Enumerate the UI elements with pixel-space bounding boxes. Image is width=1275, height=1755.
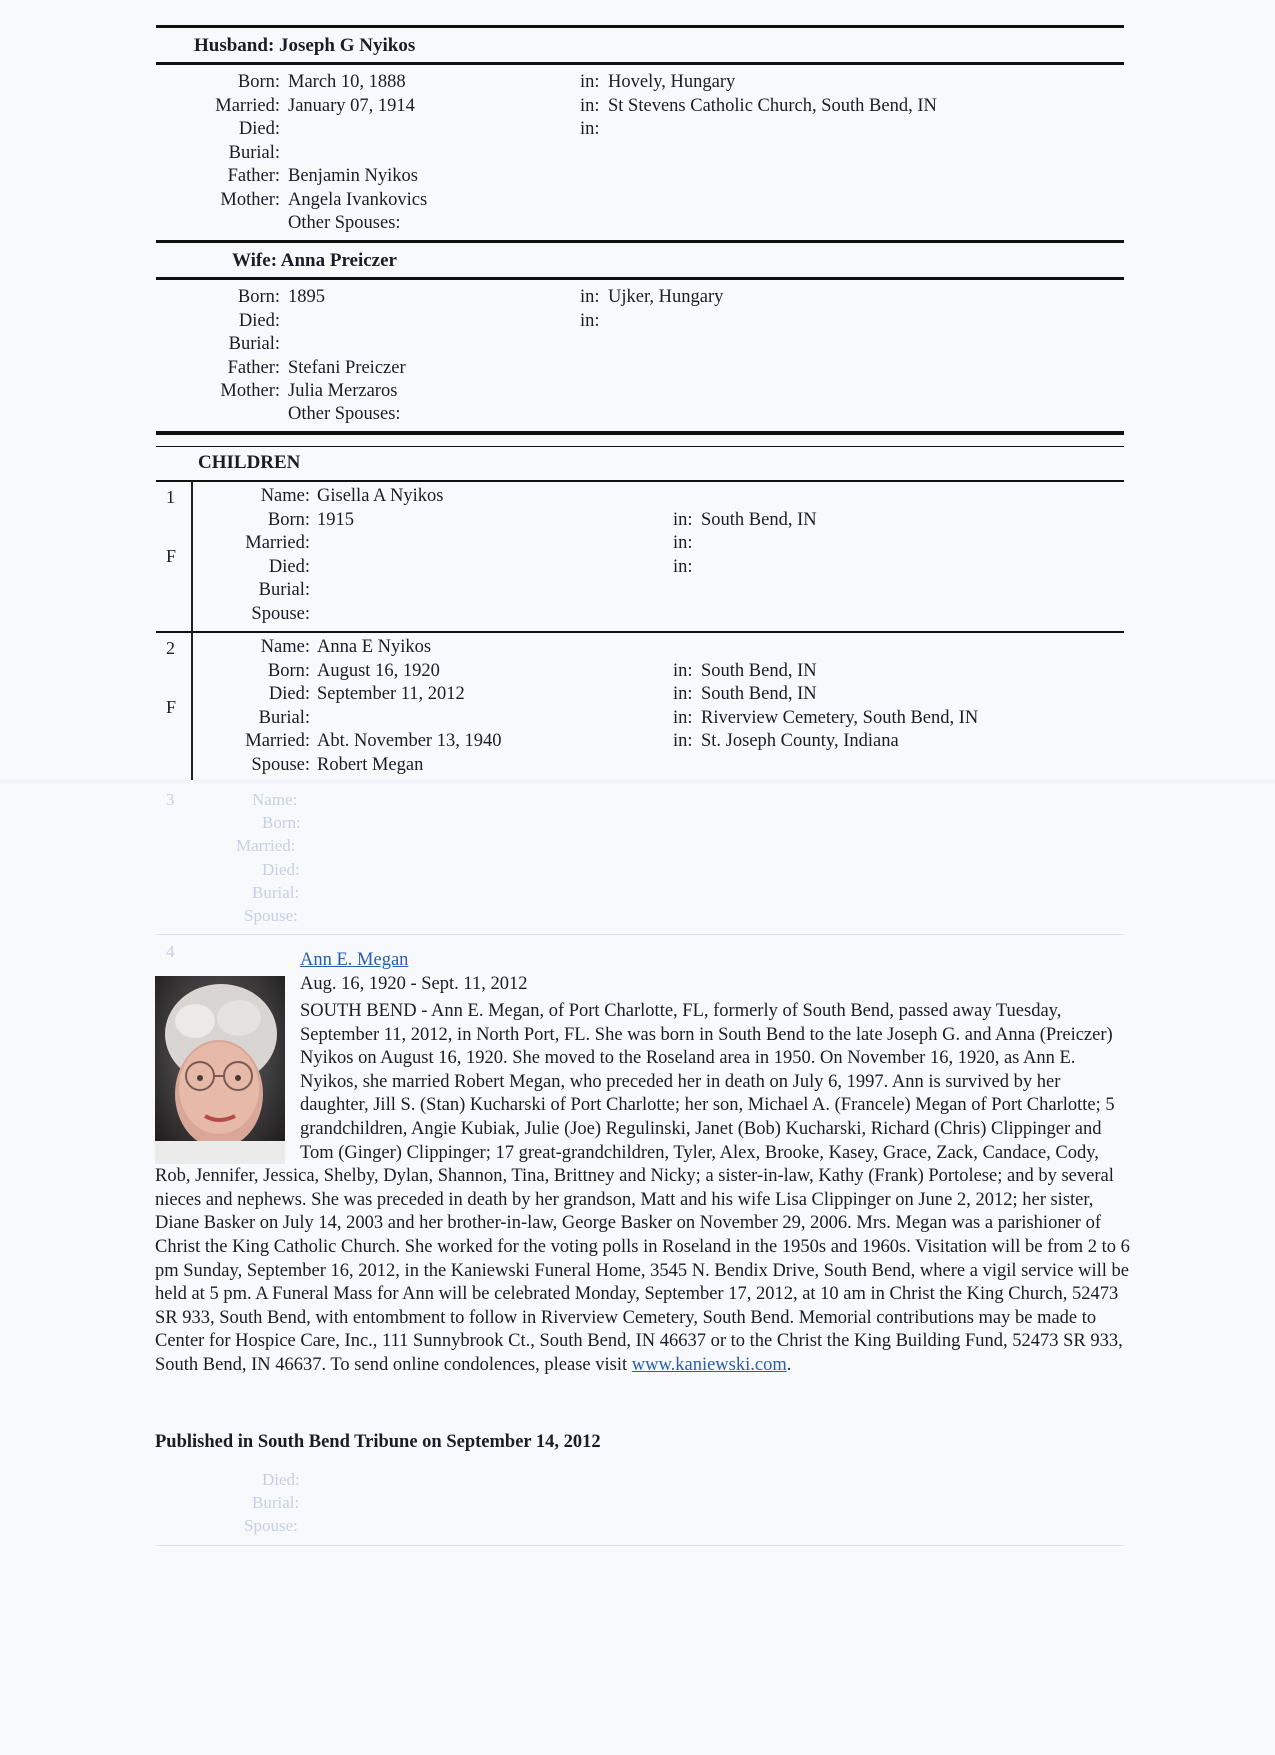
ghost-label: Name: <box>252 790 298 809</box>
child-1-sex: F <box>166 546 177 566</box>
field-label: Name: <box>260 486 310 506</box>
field-in-label: in: <box>580 119 600 139</box>
field-in-label: in: <box>580 72 600 92</box>
field-label: Name: <box>260 637 310 657</box>
field-value: January 07, 1914 <box>288 95 415 116</box>
field-label: Died: <box>238 119 280 139</box>
obituary-title-link[interactable]: Ann E. Megan <box>300 950 409 970</box>
wife-other-spouses-label: Other Spouses: <box>288 404 401 424</box>
field-label: Burial: <box>258 580 310 600</box>
ghost-child-4-number: 4 <box>166 942 175 961</box>
field-in-label: in: <box>673 533 693 553</box>
field-in-label: in: <box>673 684 693 704</box>
field-in-label: in: <box>673 509 693 530</box>
field-label: Born: <box>267 660 310 681</box>
field-value: August 16, 1920 <box>317 660 440 681</box>
ghost-label: Burial: <box>252 1493 300 1512</box>
paper-seam <box>0 780 1275 786</box>
field-place: Riverview Cemetery, South Bend, IN <box>701 707 979 728</box>
field-place: Ujker, Hungary <box>608 287 724 307</box>
wife-heading-label: Wife: <box>232 250 278 271</box>
field-in-label: in: <box>580 95 600 116</box>
field-value: September 11, 2012 <box>317 684 465 704</box>
field-value: Anna E Nyikos <box>317 637 432 657</box>
field-label: Born: <box>267 509 310 530</box>
field-label: Died: <box>268 556 310 577</box>
field-label: Married: <box>245 533 310 553</box>
ghost-label: Burial: <box>252 883 300 902</box>
obituary-link-suffix: . <box>786 1354 792 1375</box>
field-label: Burial: <box>228 142 280 163</box>
field-label: Born: <box>237 287 280 307</box>
field-value: Stefani Preiczer <box>288 357 406 378</box>
field-value: March 10, 1888 <box>288 72 406 92</box>
ghost-child-3-number: 3 <box>166 790 175 809</box>
ghost-label: Died: <box>262 1470 300 1489</box>
field-value: Angela Ivankovics <box>288 189 428 210</box>
field-label: Died: <box>238 310 280 331</box>
ghost-label: Died: <box>262 860 300 879</box>
obituary-photo <box>155 976 300 1164</box>
field-label: Burial: <box>258 707 310 728</box>
husband-name: Joseph G Nyikos <box>279 35 416 56</box>
field-in-label: in: <box>580 287 600 307</box>
field-label: Married: <box>215 95 280 116</box>
field-place: South Bend, IN <box>701 660 817 681</box>
field-in-label: in: <box>673 731 693 751</box>
field-in-label: in: <box>673 556 693 577</box>
obituary-text <box>155 1000 1130 1378</box>
field-place: Hovely, Hungary <box>608 72 736 92</box>
field-label: Died: <box>268 684 310 704</box>
husband-other-spouses-label: Other Spouses: <box>288 213 401 233</box>
husband-heading-label: Husband: <box>194 35 275 56</box>
field-label: Married: <box>245 731 310 751</box>
field-label: Burial: <box>228 334 280 354</box>
field-label: Born: <box>237 72 280 92</box>
husband-heading <box>194 35 415 57</box>
field-label: Spouse: <box>251 603 310 624</box>
field-in-label: in: <box>673 660 693 681</box>
field-value: Abt. November 13, 1940 <box>317 731 502 751</box>
field-place: St Stevens Catholic Church, South Bend, IN <box>608 95 937 116</box>
field-in-label: in: <box>673 707 693 728</box>
field-value: Gisella A Nyikos <box>317 486 444 506</box>
field-place: South Bend, IN <box>701 684 817 704</box>
kaniewski-link[interactable]: www.kaniewski.com <box>631 1354 787 1375</box>
field-value: Robert Megan <box>317 754 424 775</box>
field-label: Spouse: <box>251 754 310 775</box>
field-label: Mother: <box>220 189 280 210</box>
field-value: Julia Merzaros <box>288 381 398 401</box>
field-value: 1915 <box>317 509 354 530</box>
ghost-label: Married: <box>236 836 296 855</box>
ghost-label: Born: <box>262 813 301 832</box>
field-label: Father: <box>227 166 280 186</box>
field-in-label: in: <box>580 310 600 331</box>
obituary-body: SOUTH BEND - Ann E. Megan, of Port Charlotte, FL, formerly of South Bend, passed away Tuesday, September 11, 2012, in North Port, FL. She was born in South Bend to the late Joseph G. and Anna (Preiczer) Nyikos on August 16, 1920. She moved to the Roseland area in 1950. On November 16, 1920, as Ann E. Nyikos, she married Robert Megan, who preceded her in death on July 6, 1997. Ann is survived by her daughter, Jill S. (Stan) Kucharski of Port Charlotte; her son, Michael A. (Francele) Megan of Port Charlotte; 5 grandchildren, Angie Kubiak, Julie (Joe) Regulinski, Janet (Bob) Kucharski, Richard (Chris) Clippinger and Tom (Ginger) Clippinger; 17 great-grandchildren, Tyler, Alex, Brooke, Kasey, Grace, Zack, Candace, Cody, Rob, Jennifer, Jessica, Shelby, Dylan, Shannon, Tina, Brittney and Nicky; a sister-in-law, Kathy (Frank) Portolese; and by several nieces and nephews. She was preceded in death by her grandson, Matt and his wife Lisa Clippinger on June 2, 2012; her sister, Diane Basker on July 14, 2003 and her brother-in-law, George Basker on November 29, 2006. Mrs. Megan was a parishioner of Christ the King Catholic Church. She worked for the voting polls in Roseland in the 1950s and 1960s. Visitation will be from 2 to 6 pm Sunday, September 16, 2012, in the Kaniewski Funeral Home, 3545 N. Bendix Drive, South Bend, where a vigil service will be held at 5 pm. A Funeral Mass for Ann will be celebrated Monday, September 17, 2012, at 10 am in Christ the King Church, 52473 SR 933, South Bend, with entombment to follow in Riverview Cemetery, South Bend. Memorial contributions may be made to Center for Hospice Care, Inc., 111 Sunnybrook Ct., South Bend, IN 46637 or to the Christ the King Building Fund, 52473 SR 933, South Bend, IN 46637. To send online condolences, please visit <box>155 1001 1130 1375</box>
child-1-number: 1 <box>166 487 175 507</box>
field-label: Father: <box>227 357 280 378</box>
field-value: Benjamin Nyikos <box>288 166 419 186</box>
field-value: 1895 <box>288 287 325 307</box>
wife-heading <box>232 250 397 272</box>
obituary-dates: Aug. 16, 1920 - Sept. 11, 2012 <box>300 974 528 994</box>
child-2-number: 2 <box>166 638 175 658</box>
ghost-label: Spouse: <box>244 1516 298 1535</box>
obituary-published: Published in South Bend Tribune on September 14, 2012 <box>155 1432 601 1452</box>
children-heading: CHILDREN <box>198 452 301 473</box>
ghost-label: Spouse: <box>244 906 298 925</box>
field-place: St. Joseph County, Indiana <box>701 731 899 751</box>
child-2-sex: F <box>166 697 177 717</box>
wife-name: Anna Preiczer <box>280 250 397 271</box>
field-label: Mother: <box>220 381 280 401</box>
field-place: South Bend, IN <box>701 509 817 530</box>
